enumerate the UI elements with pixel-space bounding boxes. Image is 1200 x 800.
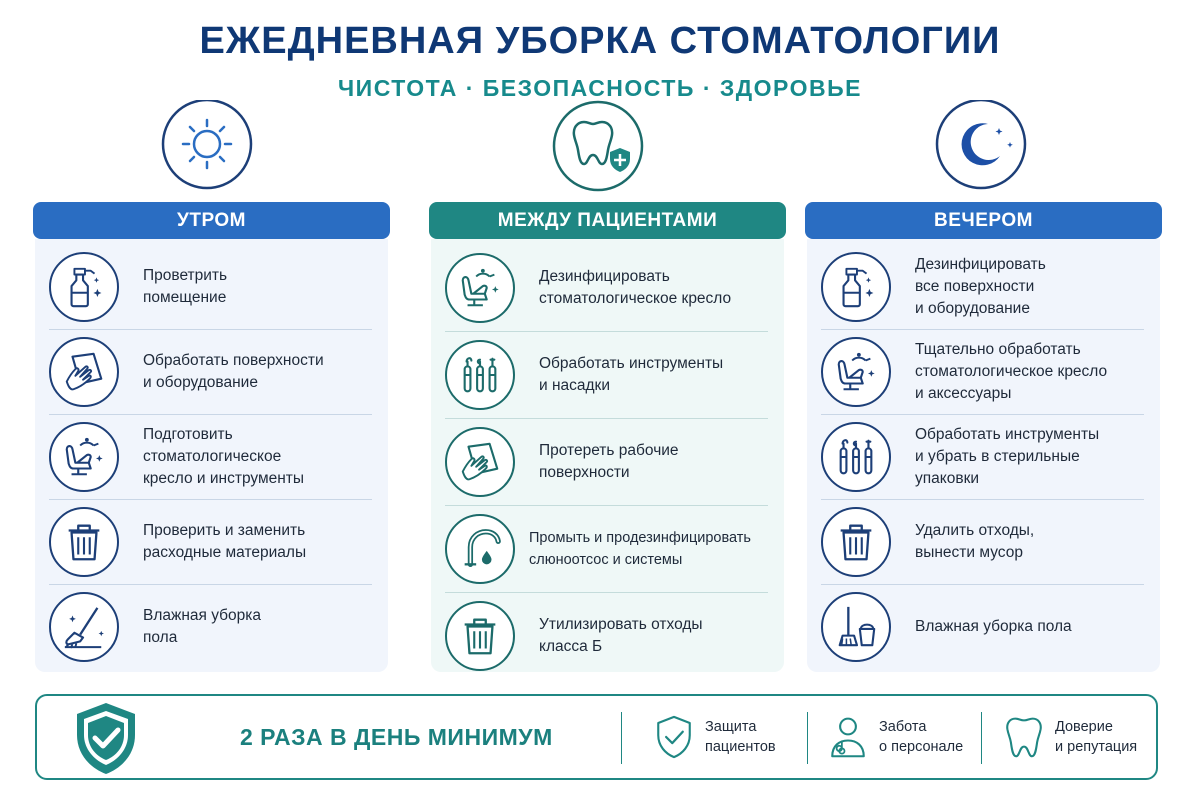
list-item: [49, 415, 372, 500]
shield-check-icon: [71, 700, 141, 776]
item-text: Тщательно обработать стоматологическое кресло и аксессуары: [915, 341, 1108, 402]
mop-icon: [49, 592, 119, 662]
list-item: [821, 245, 1144, 330]
mop-bucket-icon: [821, 592, 891, 662]
item-text: Обработать инструменты и насадки: [539, 355, 724, 394]
item-text: Влажная уборка пола: [143, 607, 262, 646]
list-item: [445, 506, 768, 593]
list-item: [445, 419, 768, 506]
dental-tools-icon: [821, 422, 891, 492]
benefit-patient-protection: [653, 696, 776, 778]
sun-icon: [163, 100, 251, 188]
dental-chair-icon: [445, 253, 515, 323]
between-patients-list: [431, 239, 784, 672]
list-item: [49, 500, 372, 585]
shield-check-icon: [653, 714, 695, 760]
list-item: [445, 245, 768, 332]
trash-bin-icon: [49, 507, 119, 577]
item-text: Удалить отходы, вынести мусор: [915, 522, 1035, 561]
item-text: Обработать поверхности и оборудование: [143, 352, 324, 391]
footer-banner: [35, 694, 1158, 780]
spray-bottle-icon: [49, 252, 119, 322]
list-item: [821, 415, 1144, 500]
page-title: ЕЖЕДНЕВНАЯ УБОРКА СТОМАТОЛОГИИ: [199, 20, 1001, 62]
list-item: [821, 330, 1144, 415]
staff-icon: [827, 714, 869, 760]
timeline: [0, 100, 1200, 210]
wipe-hand-icon: [445, 427, 515, 497]
item-text: Обработать инструменты и убрать в стерильные упаковки: [915, 426, 1100, 487]
divider: [981, 712, 982, 764]
dental-tools-icon: [445, 340, 515, 410]
item-text: Подготовить стоматологическое кресло и инструменты: [143, 426, 305, 487]
list-item: [821, 500, 1144, 585]
item-text: Дезинфицировать стоматологическое кресло: [539, 268, 732, 307]
item-text: Проверить и заменить расходные материалы: [143, 522, 307, 561]
frequency-motto: 2 РАЗА В ДЕНЬ МИНИМУМ: [240, 723, 553, 750]
divider: [807, 712, 808, 764]
item-text: Протереть рабочие поверхности: [539, 442, 679, 481]
saliva-ejector-icon: [445, 514, 515, 584]
moon-icon: [937, 100, 1025, 188]
evening-column: [805, 202, 1162, 672]
list-item: [49, 585, 372, 669]
dental-chair-icon: [49, 422, 119, 492]
list-item: [445, 332, 768, 419]
between-patients-column: [429, 202, 786, 672]
morning-list: [35, 239, 388, 672]
page-subtitle: ЧИСТОТА · БЕЗОПАСНОСТЬ · ЗДОРОВЬЕ: [338, 75, 862, 101]
item-text: Утилизировать отходы класса Б: [539, 616, 703, 655]
benefit-text: Забота о персонале: [879, 719, 964, 755]
benefit-trust: [1003, 696, 1137, 778]
list-item: [49, 330, 372, 415]
trash-bin-icon: [821, 507, 891, 577]
tooth-icon: [1003, 714, 1045, 760]
spray-bottle-icon: [821, 252, 891, 322]
list-item: [49, 245, 372, 330]
trash-bin-icon: [445, 601, 515, 671]
morning-header: УТРОМ: [33, 202, 390, 239]
item-text: Дезинфицировать все поверхности и оборудование: [915, 256, 1046, 317]
evening-header: ВЕЧЕРОМ: [805, 202, 1162, 239]
divider: [621, 712, 622, 764]
item-text: Проветрить помещение: [143, 267, 228, 306]
list-item: [821, 585, 1144, 669]
tooth-shield-icon: [554, 102, 642, 190]
dental-chair-icon: [821, 337, 891, 407]
wipe-hand-icon: [49, 337, 119, 407]
benefit-text: Доверие и репутация: [1055, 719, 1138, 755]
between-patients-header: МЕЖДУ ПАЦИЕНТАМИ: [429, 202, 786, 239]
item-text: Влажная уборка пола: [915, 618, 1072, 635]
benefit-staff-care: [827, 696, 963, 778]
list-item: [445, 593, 768, 679]
morning-column: [33, 202, 390, 672]
evening-list: [807, 239, 1160, 672]
benefit-text: Защита пациентов: [705, 719, 776, 755]
item-text: Промыть и продезинфицировать слюноотсос и системы: [529, 530, 751, 568]
